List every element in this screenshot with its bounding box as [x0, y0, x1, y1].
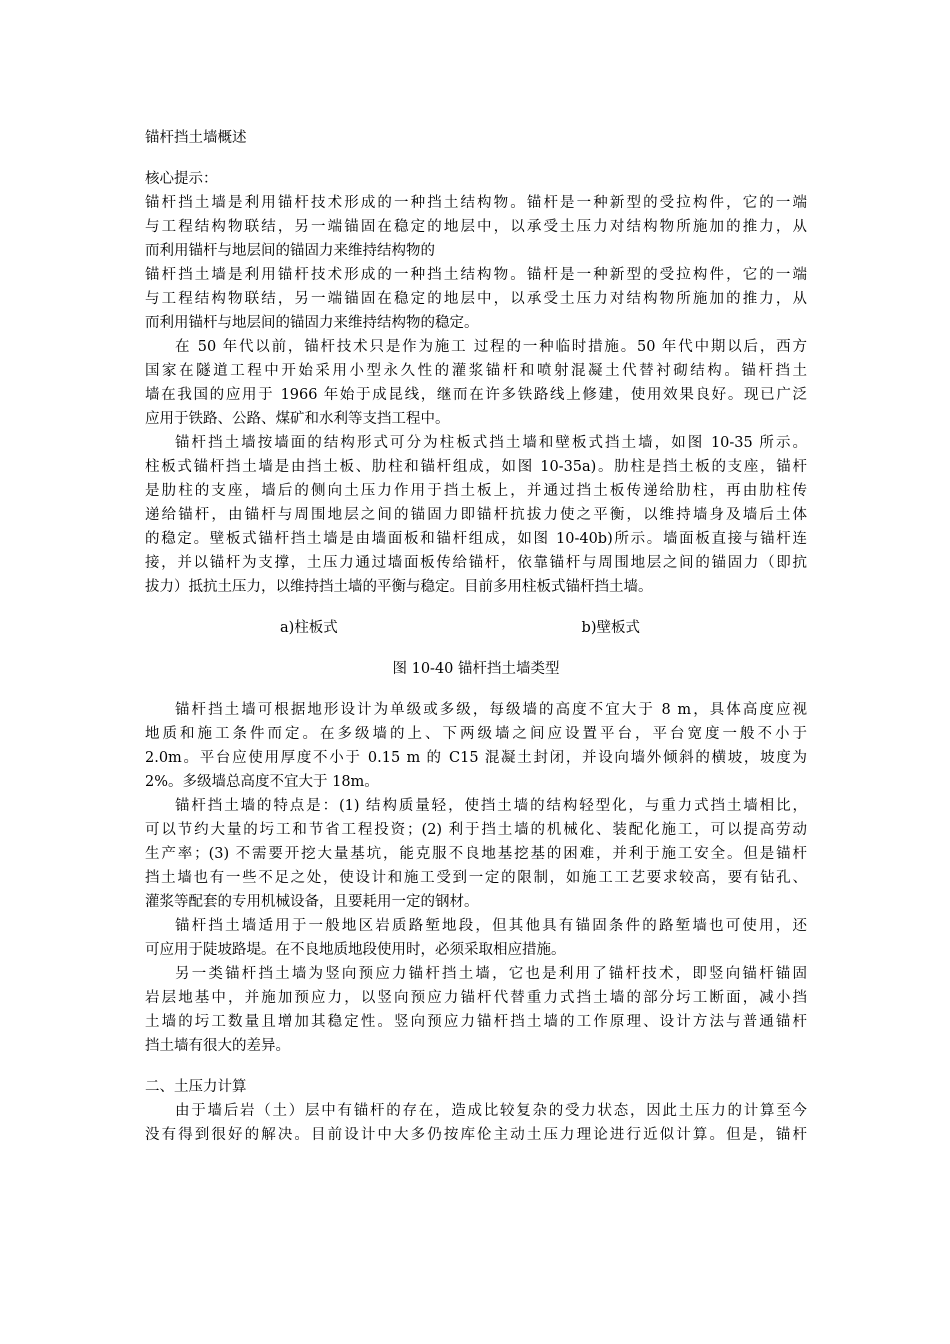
paragraph-line: 锚杆挡土墙的特点是：(1) 结构质量轻，使挡土墙的结构轻型化，与重力式挡土墙相比，	[175, 798, 807, 814]
paragraph-line: 是肋柱的支座，墙后的侧向土压力作用于挡土板上，并通过挡土板传递给肋柱，再由肋柱传	[145, 483, 807, 499]
paragraph-line: 可以节约大量的圬工和节省工程投资；(2) 利于挡土墙的机械化、装配化施工，可以提高劳动	[145, 822, 807, 838]
summary-paragraph	[145, 191, 807, 263]
paragraph-line: 墙在我国的应用于 1966 年始于成昆线，继而在许多铁路线上修建，使用效果良好。现已广泛	[145, 387, 807, 403]
paragraph-line: 的稳定。壁板式锚杆挡土墙是由墙面板和锚杆组成，如图 10-40b)所示。墙面板直接与锚杆连	[145, 531, 807, 547]
paragraph-line: 应用于铁路、公路、煤矿和水利等支挡工程中。	[145, 411, 450, 427]
paragraph-1	[145, 263, 807, 335]
paragraph-8	[145, 1099, 807, 1147]
paragraph-line: 锚杆挡土墙是利用锚杆技术形成的一种挡土结构物。锚杆是一种新型的受拉构件，它的一端	[145, 267, 807, 283]
figure-caption-b: b)壁板式	[581, 620, 640, 636]
summary-line: 与工程结构物联结，另一端锚固在稳定的地层中，以承受土压力对结构物所施加的推力，从	[145, 219, 807, 235]
paragraph-line: 由于墙后岩（土）层中有锚杆的存在，造成比较复杂的受力状态，因此土压力的计算至今	[175, 1103, 807, 1119]
paragraph-line: 另一类锚杆挡土墙为竖向预应力锚杆挡土墙，它也是利用了锚杆技术，即竖向锚杆锚固	[175, 966, 807, 982]
paragraph-line: 挡土墙有很大的差异。	[145, 1038, 290, 1054]
paragraph-line: 而利用锚杆与地层间的锚固力来维持结构物的稳定。	[145, 315, 479, 331]
paragraph-5	[145, 794, 807, 914]
paragraph-line: 可应用于陡坡路堤。在不良地质地段使用时，必须采取相应措施。	[145, 942, 566, 958]
document-body	[145, 126, 807, 1147]
paragraph-line: 国家在隧道工程中开始采用小型永久性的灌浆锚杆和喷射混凝土代替衬砌结构。锚杆挡土	[145, 363, 807, 379]
figure-title: 图 10-40 锚杆挡土墙类型	[392, 661, 560, 677]
paragraph-line: 拔力）抵抗土压力，以维持挡土墙的平衡与稳定。目前多用柱板式锚杆挡土墙。	[145, 579, 653, 595]
summary-line: 锚杆挡土墙是利用锚杆技术形成的一种挡土结构物。锚杆是一种新型的受拉构件，它的一端	[145, 195, 807, 211]
paragraph-line: 锚杆挡土墙可根据地形设计为单级或多级，每级墙的高度不宜大于 8 m，具体高度应视	[175, 702, 807, 718]
paragraph-7	[145, 962, 807, 1058]
paragraph-line: 与工程结构物联结，另一端锚固在稳定的地层中，以承受土压力对结构物所施加的推力，从	[145, 291, 807, 307]
paragraph-2	[145, 335, 807, 431]
paragraph-line: 锚杆挡土墙按墙面的结构形式可分为柱板式挡土墙和壁板式挡土墙，如图 10-35 所示。	[175, 435, 807, 451]
paragraph-3	[145, 431, 807, 599]
paragraph-line: 岩层地基中，并施加预应力，以竖向预应力锚杆代替重力式挡土墙的部分圬工断面，减小挡	[145, 990, 807, 1006]
paragraph-line: 地质和施工条件而定。在多级墙的上、下两级墙之间应设置平台，平台宽度一般不小于	[145, 726, 807, 742]
document-title: 锚杆挡土墙概述	[145, 130, 247, 146]
paragraph-line: 锚杆挡土墙适用于一般地区岩质路堑地段，但其他具有锚固条件的路堑墙也可使用，还	[175, 918, 807, 934]
paragraph-line: 土墙的圬工数量且增加其稳定性。竖向预应力锚杆挡土墙的工作原理、设计方法与普通锚杆	[145, 1014, 807, 1030]
paragraph-4	[145, 698, 807, 794]
paragraph-line: 2%。多级墙总高度不宜大于 18m。	[145, 774, 379, 790]
paragraph-line: 接，并以锚杆为支撑，土压力通过墙面板传给锚杆，依靠锚杆与周围地层之间的锚固力（即抗	[145, 555, 807, 571]
core-label: 核心提示：	[145, 171, 218, 187]
summary-line: 而利用锚杆与地层间的锚固力来维持结构物的	[145, 243, 435, 259]
paragraph-line: 递给锚杆，由锚杆与周围地层之间的锚固力即锚杆抗拔力使之平衡，以维持墙身及墙后土体	[145, 507, 807, 523]
figure-caption-a: a)柱板式	[280, 620, 338, 636]
figure-subcaptions	[145, 616, 807, 640]
paragraph-line: 在 50 年代以前，锚杆技术只是作为施工 过程的一种临时措施。50 年代中期以后，西方	[175, 339, 807, 355]
section-heading: 二、土压力计算	[145, 1079, 247, 1095]
paragraph-line: 挡土墙也有一些不足之处，使设计和施工受到一定的限制，如施工工艺要求较高，要有钻孔、	[145, 870, 807, 886]
paragraph-line: 灌浆等配套的专用机械设备，且要耗用一定的钢材。	[145, 894, 479, 910]
paragraph-line: 2.0m。平台应使用厚度不小于 0.15 m 的 C15 混凝土封闭，并设向墙外倾斜的横坡，坡度为	[145, 750, 807, 766]
paragraph-line: 柱板式锚杆挡土墙是由挡土板、肋柱和锚杆组成，如图 10-35a)。肋柱是挡土板的支座，锚杆	[145, 459, 807, 475]
paragraph-line: 没有得到很好的解决。目前设计中大多仍按库伦主动土压力理论进行近似计算。但是，锚杆	[145, 1127, 807, 1143]
paragraph-6	[145, 914, 807, 962]
paragraph-line: 生产率；(3) 不需要开挖大量基坑，能克服不良地基挖基的困难，并利于施工安全。但是锚杆	[145, 846, 807, 862]
